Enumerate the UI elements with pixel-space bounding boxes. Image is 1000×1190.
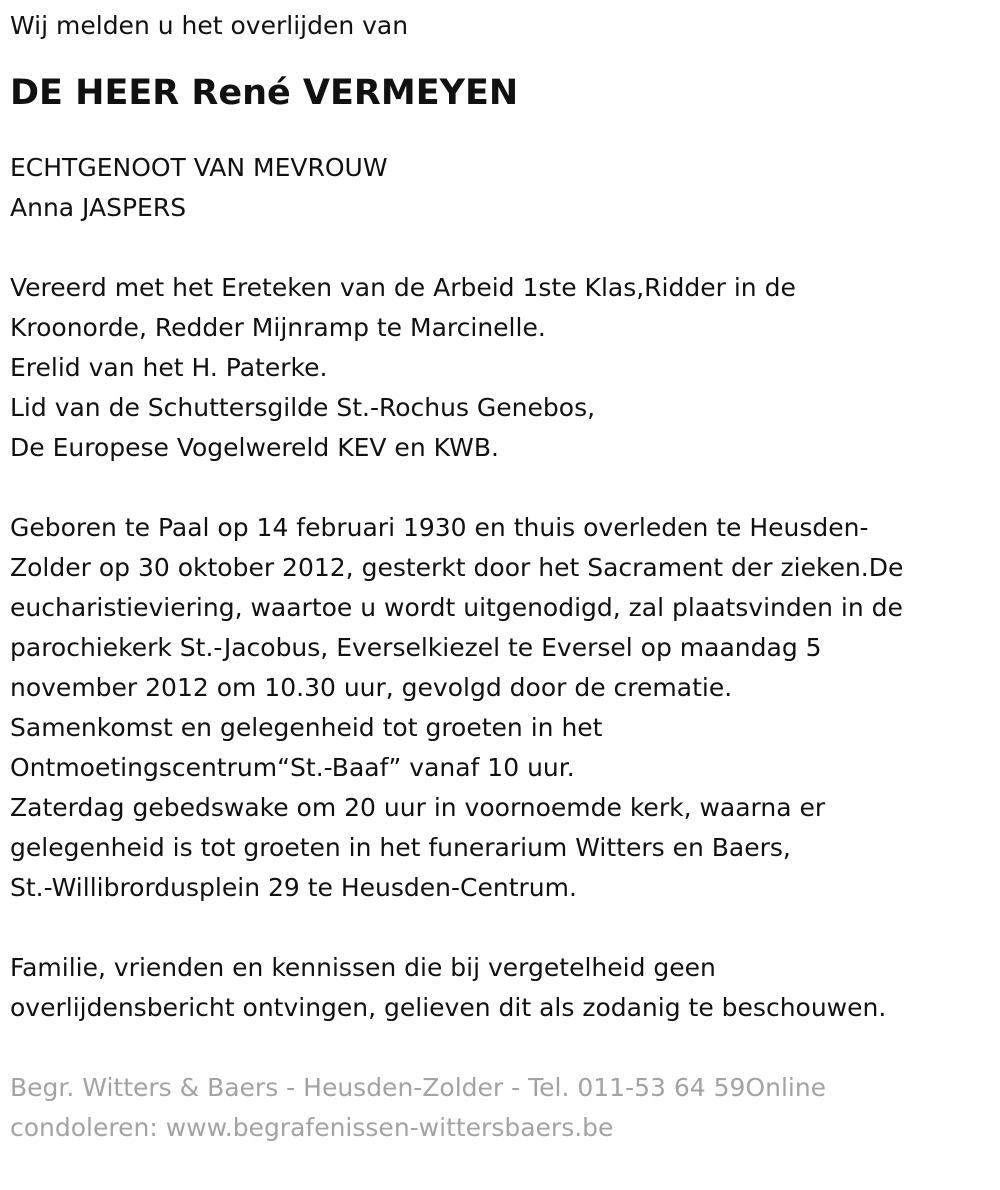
details-line: Zaterdag gebedswake om 20 uur in voornoemde kerk, waarna er (10, 793, 826, 822)
honors-line: Lid van de Schuttersgilde St.-Rochus Genebos, (10, 393, 596, 422)
details-line: gelegenheid is tot groeten in het funerarium Witters en Baers, (10, 833, 791, 862)
honors-block (10, 268, 990, 468)
details-line: Geboren te Paal op 14 februari 1930 en thuis overleden te Heusden- (10, 513, 869, 542)
honors-line: De Europese Vogelwereld KEV en KWB. (10, 433, 499, 462)
intro-text: Wij melden u het overlijden van (10, 11, 409, 40)
details-line: Samenkomst en gelegenheid tot groeten in het (10, 713, 603, 742)
notice-block (10, 948, 990, 1028)
details-block (10, 508, 990, 908)
honors-line: Vereerd met het Ereteken van de Arbeid 1ste Klas,Ridder in de (10, 273, 796, 302)
footer-line: Begr. Witters & Baers - Heusden-Zolder - Tel. 011-53 64 59Online (10, 1073, 827, 1102)
spouse-label: ECHTGENOOT VAN MEVROUW (10, 153, 388, 182)
deceased-name: DE HEER René VERMEYEN (10, 73, 519, 113)
details-line: eucharistieviering, waartoe u wordt uitgenodigd, zal plaatsvinden in de (10, 593, 903, 622)
funeral-home-footer (10, 1068, 990, 1148)
honors-line: Kroonorde, Redder Mijnramp te Marcinelle. (10, 313, 546, 342)
spouse-name: Anna JASPERS (10, 193, 187, 222)
details-line: Ontmoetingscentrum“St.-Baaf” vanaf 10 uur. (10, 753, 575, 782)
notice-line: Familie, vrienden en kennissen die bij vergetelheid geen (10, 953, 716, 982)
spouse-block (10, 148, 990, 228)
details-line: november 2012 om 10.30 uur, gevolgd door de crematie. (10, 673, 733, 702)
honors-line: Erelid van het H. Paterke. (10, 353, 328, 382)
details-line: Zolder op 30 oktober 2012, gesterkt door het Sacrament der zieken.De (10, 553, 904, 582)
details-line: St.-Willibrordusplein 29 te Heusden-Centrum. (10, 873, 577, 902)
notice-line: overlijdensbericht ontvingen, gelieven dit als zodanig te beschouwen. (10, 993, 887, 1022)
details-line: parochiekerk St.-Jacobus, Everselkiezel te Eversel op maandag 5 (10, 633, 822, 662)
footer-line: condoleren: www.begrafenissen-wittersbaers.be (10, 1113, 614, 1142)
